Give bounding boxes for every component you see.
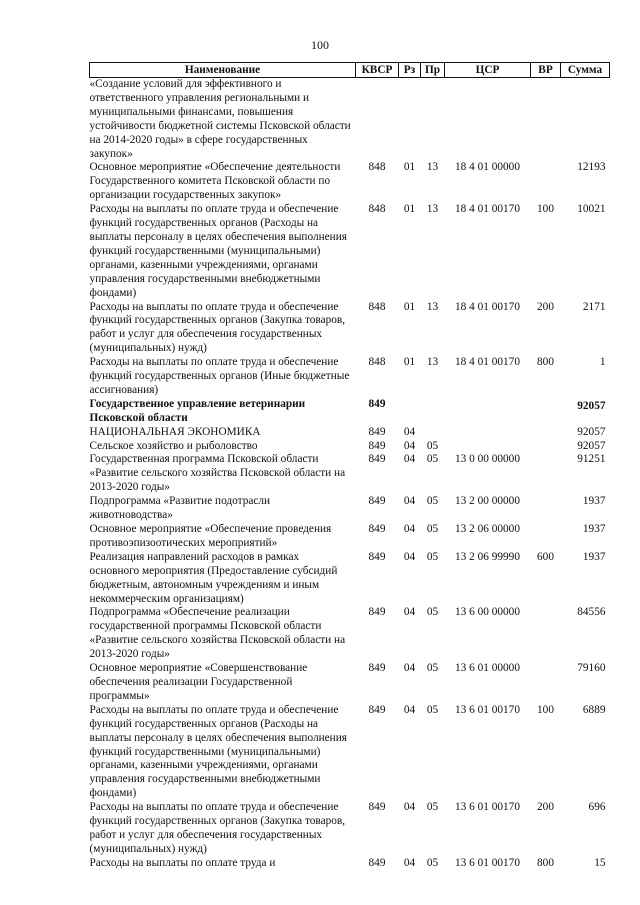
header-sum: Сумма — [561, 63, 610, 78]
cell-csr — [445, 398, 531, 426]
table-row — [90, 301, 610, 357]
header-csr: ЦСР — [445, 63, 531, 78]
cell-kvsr: 849 — [368, 495, 386, 508]
cell-vr — [531, 426, 561, 440]
cell-sum — [561, 78, 610, 162]
cell-csr: 13 0 00 00000 — [455, 453, 520, 466]
cell-csr — [445, 440, 531, 454]
cell-vr: 800 — [537, 356, 554, 369]
cell-name: Основное мероприятие «Совершенствование обеспечения реализации Государственной программы» — [89, 662, 308, 702]
cell-name: Расходы на выплаты по оплате труда и обеспечение функций государственных органов (Закупка товаров, работ и услуг для обеспечения государственных (муниципальных) нужд) — [89, 300, 346, 355]
cell-csr: 13 6 01 00170 — [455, 856, 520, 869]
cell-name: «Создание условий для эффективного и ответственного управления региональными и муниципальными финансами, повышения устойчивости бюджетной системы Псковской области на 2014-2020 годы» в сфере государственных закупок» — [89, 78, 351, 160]
table-body — [90, 78, 610, 871]
cell-pr: 05 — [426, 703, 439, 716]
cell-kvsr: 849 — [368, 703, 386, 716]
header-kvsr: КВСР — [356, 63, 399, 78]
cell-pr: 05 — [426, 495, 439, 508]
table-row — [90, 426, 610, 440]
cell-vr — [531, 440, 561, 454]
cell-kvsr: 848 — [368, 161, 386, 174]
cell-pr: 05 — [426, 453, 439, 466]
cell-kvsr: 849 — [368, 801, 386, 814]
page-number: 100 — [311, 38, 329, 52]
cell-sum: 2171 — [582, 300, 606, 313]
cell-vr — [531, 662, 561, 704]
table-row — [90, 801, 610, 857]
cell-sum: 696 — [588, 801, 606, 814]
cell-csr — [445, 426, 531, 440]
table-row — [90, 78, 610, 162]
cell-sum: 84556 — [577, 606, 606, 619]
cell-sum: 91251 — [577, 453, 606, 466]
cell-sum: 1 — [599, 356, 606, 369]
cell-name: Государственное управление ветеринарии Псковской области — [89, 397, 306, 424]
header-vr: ВР — [531, 63, 561, 78]
cell-kvsr: 849 — [368, 550, 386, 563]
cell-kvsr: 849 — [368, 453, 386, 466]
cell-pr — [421, 426, 445, 440]
cell-pr: 13 — [426, 203, 439, 216]
cell-kvsr: 849 — [368, 662, 386, 675]
cell-rz — [399, 398, 421, 426]
cell-csr: 18 4 01 00000 — [455, 161, 520, 174]
cell-vr: 200 — [537, 300, 554, 313]
cell-pr: 05 — [426, 801, 439, 814]
header-pr: Пр — [421, 63, 445, 78]
cell-pr — [421, 398, 445, 426]
cell-csr: 18 4 01 00170 — [455, 356, 520, 369]
cell-kvsr: 848 — [368, 356, 386, 369]
cell-name: Сельское хозяйство и рыболовство — [89, 439, 258, 452]
cell-sum: 92057 — [577, 425, 606, 438]
cell-name: Расходы на выплаты по оплате труда и обеспечение функций государственных органов (Расходы на выплаты персоналу в целях обеспечения выполнения функций государственными (муниципальными) органами, казенными учреждениями, органами управления государственными внебюджетными фондами) — [89, 703, 347, 800]
table-row — [90, 523, 610, 551]
cell-rz: 01 — [403, 203, 416, 216]
cell-vr — [531, 606, 561, 662]
cell-kvsr: 849 — [368, 397, 386, 410]
cell-pr: 05 — [426, 439, 439, 452]
cell-kvsr — [356, 78, 399, 162]
cell-csr: 13 6 01 00000 — [455, 662, 520, 675]
cell-vr: 800 — [537, 856, 554, 869]
header-name: Наименование — [90, 63, 356, 78]
cell-csr: 13 6 01 00170 — [455, 801, 520, 814]
cell-csr: 13 2 06 00000 — [455, 523, 520, 535]
cell-rz: 04 — [403, 523, 416, 535]
cell-name: Расходы на выплаты по оплате труда и обеспечение функций государственных органов (Расходы на выплаты персоналу в целях обеспечения выполнения функций государственными (муниципальными) органами, казенными учреждениями, органами управления государственными внебюджетными фондами) — [89, 203, 347, 299]
cell-name: Подпрограмма «Развитие подотрасли животноводства» — [89, 495, 271, 522]
cell-pr: 05 — [426, 856, 439, 869]
cell-csr: 13 2 00 00000 — [455, 495, 520, 508]
cell-csr: 18 4 01 00170 — [455, 203, 520, 216]
cell-rz: 04 — [403, 453, 416, 466]
cell-csr: 18 4 01 00170 — [455, 300, 520, 313]
cell-vr — [531, 78, 561, 162]
cell-vr: 600 — [537, 550, 554, 563]
cell-kvsr: 849 — [368, 606, 386, 619]
cell-sum: 1937 — [582, 550, 606, 563]
cell-rz: 04 — [403, 662, 416, 675]
cell-vr: 100 — [537, 203, 554, 216]
cell-vr: 100 — [537, 703, 554, 716]
cell-pr: 05 — [426, 523, 439, 535]
cell-rz: 04 — [403, 550, 416, 563]
cell-kvsr: 849 — [368, 523, 386, 535]
cell-rz: 04 — [403, 703, 416, 716]
cell-sum: 15 — [594, 856, 606, 869]
cell-sum: 10021 — [577, 203, 606, 216]
table-row — [90, 606, 610, 662]
cell-rz: 04 — [403, 495, 416, 508]
table-row — [90, 453, 610, 495]
cell-name: Основное мероприятие «Обеспечение деятельности Государственного комитета Псковской области по организации государственных закупок» — [89, 161, 341, 202]
table-header-row — [90, 63, 610, 78]
cell-sum: 79160 — [577, 662, 606, 675]
cell-rz: 04 — [403, 801, 416, 814]
cell-sum: 6889 — [582, 703, 606, 716]
cell-pr: 13 — [426, 300, 439, 313]
table-row — [90, 551, 610, 607]
header-rz: Рз — [399, 63, 421, 78]
cell-sum: 1937 — [582, 495, 606, 508]
table-row — [90, 203, 610, 300]
cell-pr: 13 — [426, 161, 439, 174]
cell-name: Подпрограмма «Обеспечение реализации государственной программы Псковской области «Развитие сельского хозяйства Псковской области на 2013-2020 годы» — [89, 606, 346, 661]
cell-rz: 01 — [403, 161, 416, 174]
cell-vr — [531, 495, 561, 523]
cell-pr: 13 — [426, 356, 439, 369]
cell-sum: 92057 — [577, 439, 606, 452]
cell-pr: 05 — [426, 550, 439, 563]
cell-name: Расходы на выплаты по оплате труда и обеспечение функций государственных органов (Иные бюджетные ассигнования) — [89, 356, 350, 396]
cell-name: Реализация направлений расходов в рамках основного мероприятия (Предоставление субсидий бюджетным, автономным учреждениям и иным некоммерческим организациям) — [89, 550, 338, 605]
cell-vr — [531, 161, 561, 203]
cell-rz: 04 — [403, 439, 416, 452]
cell-name: Государственная программа Псковской области «Развитие сельского хозяйства Псковской области на 2013-2020 годы» — [89, 453, 346, 494]
cell-name: Основное мероприятие «Обеспечение проведения противоэпизоотических мероприятий» — [89, 523, 332, 549]
table-row — [90, 495, 610, 523]
cell-sum: 12193 — [577, 161, 606, 174]
cell-csr: 13 2 06 99990 — [455, 550, 520, 563]
cell-vr: 200 — [537, 801, 554, 814]
table-row — [90, 440, 610, 454]
cell-kvsr: 848 — [368, 300, 386, 313]
cell-name: НАЦИОНАЛЬНАЯ ЭКОНОМИКА — [89, 425, 261, 438]
table-row — [90, 704, 610, 801]
cell-kvsr: 848 — [368, 203, 386, 216]
table-row — [90, 161, 610, 203]
budget-table — [89, 62, 610, 871]
cell-rz: 01 — [403, 356, 416, 369]
cell-name: Расходы на выплаты по оплате труда и обеспечение функций государственных органов (Закупка товаров, работ и услуг для обеспечения государственных (муниципальных) нужд) — [89, 801, 346, 855]
cell-csr: 13 6 01 00170 — [455, 703, 520, 716]
cell-kvsr: 849 — [368, 856, 386, 869]
cell-kvsr: 849 — [368, 425, 386, 438]
cell-rz: 04 — [403, 856, 416, 869]
cell-rz: 01 — [403, 300, 416, 313]
cell-rz: 04 — [403, 606, 416, 619]
cell-pr: 05 — [426, 606, 439, 619]
table-row — [90, 662, 610, 704]
cell-rz — [399, 78, 421, 162]
cell-name: Расходы на выплаты по оплате труда и — [89, 856, 276, 869]
cell-pr — [421, 78, 445, 162]
cell-pr: 05 — [426, 662, 439, 675]
cell-kvsr: 849 — [368, 439, 386, 452]
table-row — [90, 398, 610, 426]
cell-sum: 1937 — [582, 523, 606, 535]
table-row — [90, 857, 610, 871]
cell-vr — [531, 523, 561, 551]
cell-vr — [531, 398, 561, 426]
cell-csr — [445, 78, 531, 162]
cell-vr — [531, 453, 561, 495]
cell-csr: 13 6 00 00000 — [455, 606, 520, 619]
cell-rz: 04 — [403, 425, 416, 438]
table-row — [90, 356, 610, 398]
cell-sum: 92057 — [577, 399, 606, 412]
